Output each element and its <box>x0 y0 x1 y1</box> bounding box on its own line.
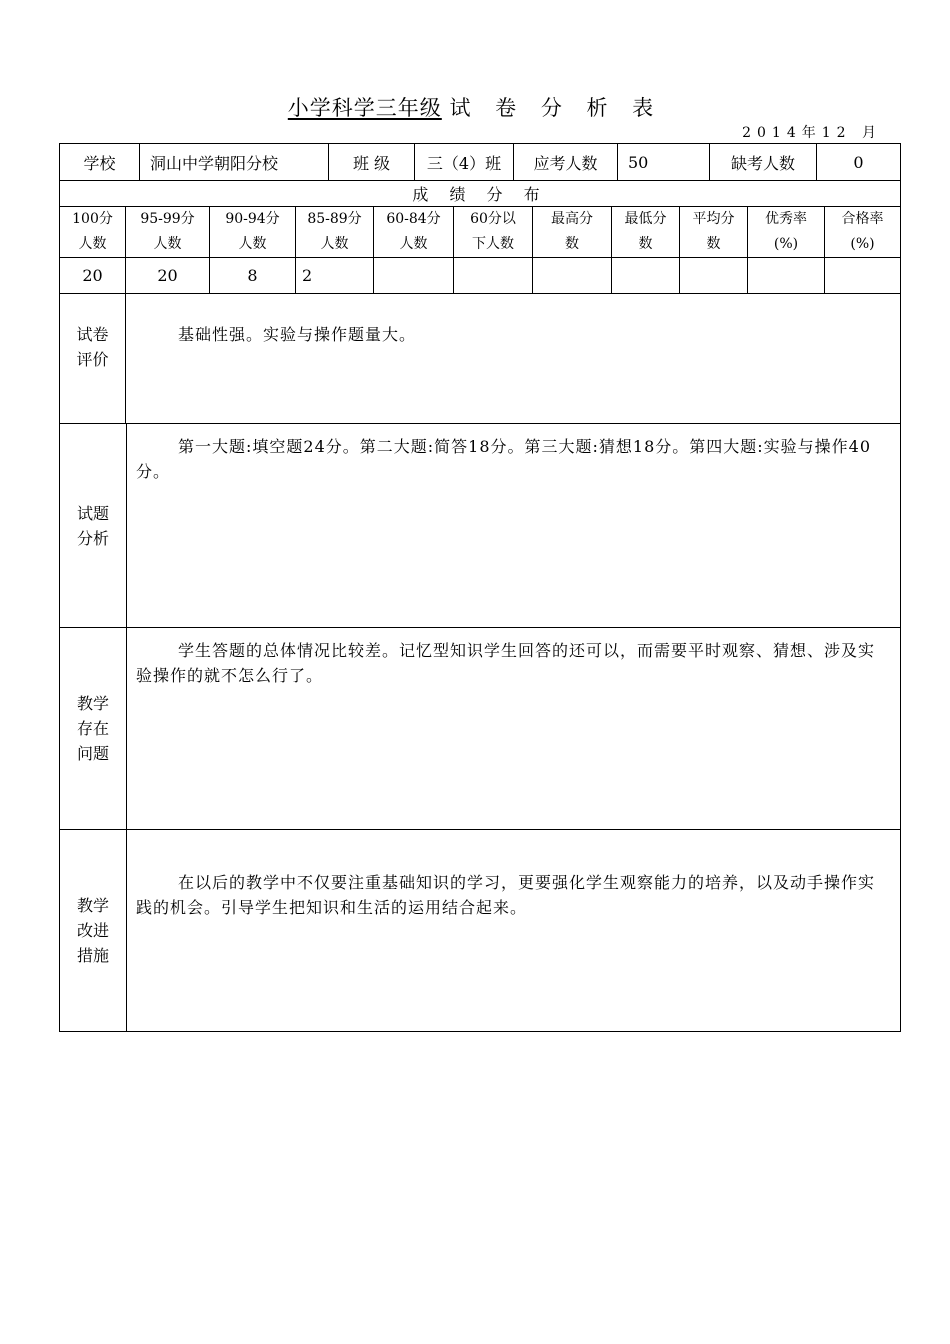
title-subject: 小学科学三年级 <box>287 96 442 120</box>
teaching-problems-text: 学生答题的总体情况比较差。记忆型知识学生回答的还可以，而需要平时观察、猜想、涉及实验操作的就不怎么行了。 <box>136 641 876 685</box>
teaching-problems-row <box>59 628 901 830</box>
score-value <box>454 258 533 293</box>
expected-label: 应考人数 <box>514 144 618 180</box>
absent-label: 缺考人数 <box>710 144 817 180</box>
absent-value: 0 <box>853 152 864 172</box>
score-header: 60分以 下人数 <box>454 207 533 257</box>
score-value <box>533 258 612 293</box>
score-header: 平均分 数 <box>680 207 748 257</box>
page-title <box>0 92 950 122</box>
question-analysis-label: 试题 分析 <box>60 424 127 627</box>
score-value: 20 <box>60 258 126 293</box>
paper-eval-row <box>59 294 901 424</box>
teaching-improvements-text: 在以后的教学中不仅要注重基础知识的学习，更要强化学生观察能力的培养，以及动手操作实践的机会。引导学生把知识和生活的运用结合起来。 <box>136 873 876 917</box>
score-value: 20 <box>126 258 210 293</box>
score-header: 合格率 (%) <box>841 211 884 252</box>
teaching-problems-label: 教学 存在 问题 <box>60 628 127 829</box>
score-header-row <box>59 207 901 258</box>
question-analysis-row <box>59 424 901 628</box>
score-value-row <box>59 258 901 294</box>
report-date: 2014年12 月 <box>742 125 882 141</box>
paper-eval-text: 基础性强。实验与操作题量大。 <box>178 325 417 344</box>
analysis-table <box>59 143 901 1032</box>
score-value <box>680 258 748 293</box>
score-value <box>612 258 680 293</box>
school-label: 学校 <box>60 144 140 180</box>
score-header: 优秀率 (%) <box>748 207 825 257</box>
score-header: 最高分 数 <box>533 207 612 257</box>
score-header: 60-84分 人数 <box>374 207 454 257</box>
distribution-title-row <box>59 181 901 207</box>
score-header: 最低分 数 <box>612 207 680 257</box>
expected-value: 50 <box>618 144 710 180</box>
school-value: 洞山中学朝阳分校 <box>140 144 329 180</box>
score-header: 90-94分 人数 <box>210 207 296 257</box>
score-value: 2 <box>296 258 374 293</box>
paper-eval-label: 试卷 评价 <box>60 294 126 423</box>
score-value <box>825 258 900 293</box>
score-value <box>748 258 825 293</box>
score-header: 95-99分 人数 <box>126 207 210 257</box>
distribution-title: 成 绩 分 布 <box>412 185 548 204</box>
score-header: 100分 人数 <box>60 207 126 257</box>
teaching-improvements-row <box>59 830 901 1032</box>
title-rest: 试 卷 分 析 表 <box>449 96 663 120</box>
score-value: 8 <box>210 258 296 293</box>
score-header: 85-89分 人数 <box>296 207 374 257</box>
score-value <box>374 258 454 293</box>
class-label: 班 级 <box>329 144 415 180</box>
question-analysis-text: 第一大题:填空题24分。第二大题:简答18分。第三大题:猜想18分。第四大题:实验与操作40分。 <box>136 437 872 481</box>
info-row <box>59 143 901 181</box>
teaching-improvements-label: 教学 改进 措施 <box>60 830 127 1031</box>
class-value: 三（4）班 <box>415 144 514 180</box>
